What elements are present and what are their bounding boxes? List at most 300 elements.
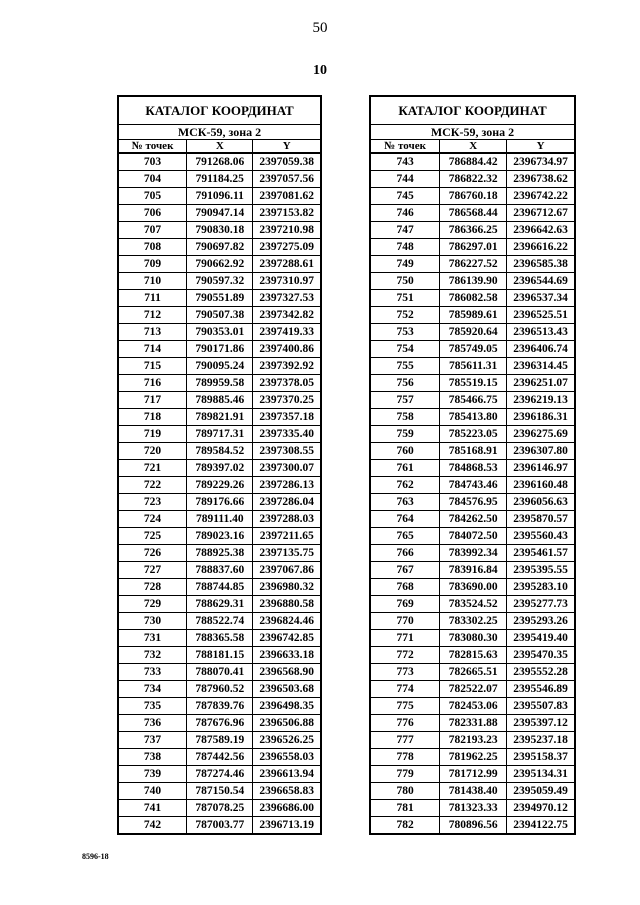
point-number-cell: 772	[370, 647, 440, 664]
point-number-cell: 756	[370, 375, 440, 392]
x-coordinate-cell: 787274.46	[187, 766, 253, 783]
y-coordinate-cell: 2397342.82	[253, 307, 321, 324]
point-number-cell: 710	[118, 273, 187, 290]
y-coordinate-cell: 2396613.94	[253, 766, 321, 783]
table-row	[118, 205, 321, 222]
table-row	[118, 392, 321, 409]
x-coordinate-cell: 790597.32	[187, 273, 253, 290]
table-row	[118, 647, 321, 664]
table-zone-label: МСК-59, зона 2	[370, 125, 575, 140]
y-coordinate-cell: 2395397.12	[507, 715, 575, 732]
coordinate-catalog-table-right	[369, 95, 576, 835]
point-number-cell: 768	[370, 579, 440, 596]
table-row	[118, 562, 321, 579]
x-coordinate-cell: 787676.96	[187, 715, 253, 732]
y-coordinate-cell: 2396219.13	[507, 392, 575, 409]
y-coordinate-cell: 2395237.18	[507, 732, 575, 749]
x-coordinate-cell: 789176.66	[187, 494, 253, 511]
point-number-cell: 777	[370, 732, 440, 749]
y-coordinate-cell: 2397211.65	[253, 528, 321, 545]
x-coordinate-cell: 787003.77	[187, 817, 253, 835]
y-coordinate-cell: 2397400.86	[253, 341, 321, 358]
point-number-cell: 781	[370, 800, 440, 817]
table-row	[118, 477, 321, 494]
table-row	[118, 545, 321, 562]
table-row	[370, 749, 575, 766]
point-number-cell: 774	[370, 681, 440, 698]
y-coordinate-cell: 2395158.37	[507, 749, 575, 766]
y-coordinate-cell: 2397327.53	[253, 290, 321, 307]
y-coordinate-cell: 2397081.62	[253, 188, 321, 205]
y-coordinate-cell: 2397286.04	[253, 494, 321, 511]
table-row	[118, 460, 321, 477]
y-coordinate-cell: 2396880.58	[253, 596, 321, 613]
table-row	[118, 188, 321, 205]
y-coordinate-cell: 2397288.61	[253, 256, 321, 273]
table-row	[370, 205, 575, 222]
y-coordinate-cell: 2395283.10	[507, 579, 575, 596]
table-row	[370, 375, 575, 392]
table-row	[370, 817, 575, 835]
y-coordinate-cell: 2397310.97	[253, 273, 321, 290]
point-number-cell: 713	[118, 324, 187, 341]
x-coordinate-cell: 782815.63	[440, 647, 507, 664]
x-coordinate-cell: 789885.46	[187, 392, 253, 409]
table-row	[370, 715, 575, 732]
x-coordinate-cell: 790830.18	[187, 222, 253, 239]
x-coordinate-cell: 790171.86	[187, 341, 253, 358]
y-coordinate-cell: 2395293.26	[507, 613, 575, 630]
y-coordinate-cell: 2397370.25	[253, 392, 321, 409]
point-number-cell: 734	[118, 681, 187, 698]
y-coordinate-cell: 2396824.46	[253, 613, 321, 630]
table-row	[118, 766, 321, 783]
x-coordinate-cell: 786568.44	[440, 205, 507, 222]
y-coordinate-cell: 2394970.12	[507, 800, 575, 817]
point-number-cell: 718	[118, 409, 187, 426]
table-row	[370, 766, 575, 783]
y-coordinate-cell: 2396738.62	[507, 171, 575, 188]
table-title: КАТАЛОГ КООРДИНАТ	[370, 96, 575, 125]
table-row	[370, 239, 575, 256]
y-coordinate-cell: 2397378.05	[253, 375, 321, 392]
point-number-cell: 722	[118, 477, 187, 494]
table-row	[370, 783, 575, 800]
table-row	[118, 443, 321, 460]
table-row	[370, 562, 575, 579]
table-row	[118, 596, 321, 613]
y-coordinate-cell: 2396526.25	[253, 732, 321, 749]
point-number-cell: 716	[118, 375, 187, 392]
y-coordinate-cell: 2396186.31	[507, 409, 575, 426]
table-row	[370, 324, 575, 341]
table-row	[118, 375, 321, 392]
table-row	[370, 511, 575, 528]
x-coordinate-cell: 786884.42	[440, 153, 507, 171]
table-row	[370, 443, 575, 460]
x-coordinate-cell: 781323.33	[440, 800, 507, 817]
x-coordinate-cell: 785749.05	[440, 341, 507, 358]
y-coordinate-cell: 2396742.22	[507, 188, 575, 205]
table-row	[370, 290, 575, 307]
point-number-cell: 762	[370, 477, 440, 494]
point-number-cell: 749	[370, 256, 440, 273]
x-coordinate-cell: 790662.92	[187, 256, 253, 273]
point-number-cell: 782	[370, 817, 440, 835]
y-coordinate-cell: 2395059.49	[507, 783, 575, 800]
point-number-cell: 704	[118, 171, 187, 188]
point-number-cell: 748	[370, 239, 440, 256]
x-coordinate-cell: 786139.90	[440, 273, 507, 290]
y-coordinate-cell: 2397300.07	[253, 460, 321, 477]
point-number-cell: 739	[118, 766, 187, 783]
x-coordinate-cell: 782522.07	[440, 681, 507, 698]
x-coordinate-cell: 787150.54	[187, 783, 253, 800]
point-number-cell: 767	[370, 562, 440, 579]
table-row	[370, 273, 575, 290]
x-coordinate-cell: 788837.60	[187, 562, 253, 579]
point-number-cell: 706	[118, 205, 187, 222]
y-coordinate-cell: 2396503.68	[253, 681, 321, 698]
y-coordinate-cell: 2396498.35	[253, 698, 321, 715]
point-number-cell: 766	[370, 545, 440, 562]
y-coordinate-cell: 2396307.80	[507, 443, 575, 460]
y-coordinate-cell: 2396506.88	[253, 715, 321, 732]
y-coordinate-cell: 2397288.03	[253, 511, 321, 528]
table-row	[370, 460, 575, 477]
table-row	[118, 426, 321, 443]
y-coordinate-cell: 2396686.00	[253, 800, 321, 817]
table-row	[370, 630, 575, 647]
point-number-cell: 730	[118, 613, 187, 630]
point-number-cell: 771	[370, 630, 440, 647]
y-coordinate-cell: 2396713.19	[253, 817, 321, 835]
x-coordinate-cell: 788365.58	[187, 630, 253, 647]
table-row	[370, 579, 575, 596]
y-coordinate-cell: 2397135.75	[253, 545, 321, 562]
table-row	[370, 392, 575, 409]
y-coordinate-cell: 2395552.28	[507, 664, 575, 681]
point-number-cell: 707	[118, 222, 187, 239]
y-coordinate-cell: 2396537.34	[507, 290, 575, 307]
y-coordinate-cell: 2396734.97	[507, 153, 575, 171]
table-row	[118, 528, 321, 545]
y-coordinate-cell: 2396544.69	[507, 273, 575, 290]
y-coordinate-cell: 2396251.07	[507, 375, 575, 392]
x-coordinate-cell: 784743.46	[440, 477, 507, 494]
point-number-cell: 731	[118, 630, 187, 647]
table-row	[118, 494, 321, 511]
point-number-cell: 745	[370, 188, 440, 205]
y-coordinate-cell: 2397419.33	[253, 324, 321, 341]
point-number-cell: 714	[118, 341, 187, 358]
point-number-cell: 778	[370, 749, 440, 766]
point-number-cell: 708	[118, 239, 187, 256]
page-number: 50	[312, 20, 328, 36]
y-coordinate-cell: 2395395.55	[507, 562, 575, 579]
y-coordinate-cell: 2397210.98	[253, 222, 321, 239]
point-number-cell: 724	[118, 511, 187, 528]
x-coordinate-cell: 788181.15	[187, 647, 253, 664]
point-number-cell: 776	[370, 715, 440, 732]
table-row	[118, 222, 321, 239]
point-number-cell: 732	[118, 647, 187, 664]
x-coordinate-cell: 783302.25	[440, 613, 507, 630]
table-row	[370, 545, 575, 562]
table-row	[370, 664, 575, 681]
table-row	[118, 511, 321, 528]
point-number-cell: 754	[370, 341, 440, 358]
x-coordinate-cell: 782665.51	[440, 664, 507, 681]
y-coordinate-cell: 2396616.22	[507, 239, 575, 256]
x-coordinate-cell: 786760.18	[440, 188, 507, 205]
x-coordinate-cell: 785466.75	[440, 392, 507, 409]
table-row	[118, 273, 321, 290]
table-row	[118, 698, 321, 715]
x-coordinate-cell: 788522.74	[187, 613, 253, 630]
y-coordinate-cell: 2395470.35	[507, 647, 575, 664]
y-coordinate-cell: 2395507.83	[507, 698, 575, 715]
y-coordinate-cell: 2397059.38	[253, 153, 321, 171]
y-coordinate-cell: 2396558.03	[253, 749, 321, 766]
table-row	[370, 732, 575, 749]
y-coordinate-cell: 2395134.31	[507, 766, 575, 783]
y-coordinate-cell: 2396633.18	[253, 647, 321, 664]
point-number-cell: 709	[118, 256, 187, 273]
point-number-cell: 770	[370, 613, 440, 630]
table-row	[370, 409, 575, 426]
y-coordinate-cell: 2397057.56	[253, 171, 321, 188]
y-coordinate-cell: 2396712.67	[507, 205, 575, 222]
y-coordinate-cell: 2395277.73	[507, 596, 575, 613]
point-number-cell: 733	[118, 664, 187, 681]
y-coordinate-cell: 2395461.57	[507, 545, 575, 562]
x-coordinate-cell: 786822.32	[440, 171, 507, 188]
point-number-cell: 763	[370, 494, 440, 511]
x-coordinate-cell: 791184.25	[187, 171, 253, 188]
y-coordinate-cell: 2396525.51	[507, 307, 575, 324]
point-number-cell: 752	[370, 307, 440, 324]
table-row	[370, 613, 575, 630]
x-coordinate-cell: 787589.19	[187, 732, 253, 749]
point-number-cell: 765	[370, 528, 440, 545]
point-number-cell: 729	[118, 596, 187, 613]
point-number-cell: 712	[118, 307, 187, 324]
y-coordinate-cell: 2396314.45	[507, 358, 575, 375]
y-coordinate-cell: 2396980.32	[253, 579, 321, 596]
x-coordinate-cell: 784576.95	[440, 494, 507, 511]
x-coordinate-cell: 785611.31	[440, 358, 507, 375]
point-number-cell: 751	[370, 290, 440, 307]
point-number-cell: 738	[118, 749, 187, 766]
y-coordinate-cell: 2395546.89	[507, 681, 575, 698]
y-coordinate-cell: 2397308.55	[253, 443, 321, 460]
x-coordinate-cell: 789229.26	[187, 477, 253, 494]
y-coordinate-cell: 2395560.43	[507, 528, 575, 545]
y-coordinate-cell: 2395419.40	[507, 630, 575, 647]
y-coordinate-cell: 2397153.82	[253, 205, 321, 222]
point-number-cell: 742	[118, 817, 187, 835]
y-coordinate-cell: 2396585.38	[507, 256, 575, 273]
y-coordinate-cell: 2396642.63	[507, 222, 575, 239]
y-coordinate-cell: 2396742.85	[253, 630, 321, 647]
point-number-cell: 750	[370, 273, 440, 290]
table-row	[370, 647, 575, 664]
x-coordinate-cell: 784868.53	[440, 460, 507, 477]
point-number-cell: 721	[118, 460, 187, 477]
y-coordinate-cell: 2397286.13	[253, 477, 321, 494]
y-coordinate-cell: 2396513.43	[507, 324, 575, 341]
x-coordinate-cell: 781962.25	[440, 749, 507, 766]
point-number-cell: 758	[370, 409, 440, 426]
column-header-point-number: № точек	[118, 140, 187, 154]
x-coordinate-cell: 785168.91	[440, 443, 507, 460]
table-row	[118, 783, 321, 800]
table-zone-label: МСК-59, зона 2	[118, 125, 321, 140]
x-coordinate-cell: 790947.14	[187, 205, 253, 222]
point-number-cell: 705	[118, 188, 187, 205]
point-number-cell: 744	[370, 171, 440, 188]
y-coordinate-cell: 2396658.83	[253, 783, 321, 800]
x-coordinate-cell: 787839.76	[187, 698, 253, 715]
x-coordinate-cell: 783916.84	[440, 562, 507, 579]
table-row	[118, 681, 321, 698]
point-number-cell: 757	[370, 392, 440, 409]
table-row	[370, 426, 575, 443]
x-coordinate-cell: 786297.01	[440, 239, 507, 256]
point-number-cell: 728	[118, 579, 187, 596]
point-number-cell: 720	[118, 443, 187, 460]
y-coordinate-cell: 2396056.63	[507, 494, 575, 511]
table-row	[370, 681, 575, 698]
point-number-cell: 723	[118, 494, 187, 511]
point-number-cell: 711	[118, 290, 187, 307]
table-row	[118, 630, 321, 647]
x-coordinate-cell: 789023.16	[187, 528, 253, 545]
table-row	[370, 171, 575, 188]
point-number-cell: 743	[370, 153, 440, 171]
point-number-cell: 727	[118, 562, 187, 579]
point-number-cell: 780	[370, 783, 440, 800]
point-number-cell: 735	[118, 698, 187, 715]
x-coordinate-cell: 789959.58	[187, 375, 253, 392]
point-number-cell: 747	[370, 222, 440, 239]
x-coordinate-cell: 789717.31	[187, 426, 253, 443]
x-coordinate-cell: 790507.38	[187, 307, 253, 324]
point-number-cell: 736	[118, 715, 187, 732]
column-header-x: X	[440, 140, 507, 154]
x-coordinate-cell: 789111.40	[187, 511, 253, 528]
section-number: 10	[313, 63, 327, 78]
table-row	[118, 409, 321, 426]
point-number-cell: 703	[118, 153, 187, 171]
table-row	[118, 664, 321, 681]
table-row	[118, 749, 321, 766]
point-number-cell: 715	[118, 358, 187, 375]
table-row	[370, 307, 575, 324]
point-number-cell: 725	[118, 528, 187, 545]
x-coordinate-cell: 790697.82	[187, 239, 253, 256]
table-row	[370, 222, 575, 239]
point-number-cell: 740	[118, 783, 187, 800]
table-row	[118, 153, 321, 171]
x-coordinate-cell: 787960.52	[187, 681, 253, 698]
point-number-cell: 753	[370, 324, 440, 341]
table-row	[370, 494, 575, 511]
x-coordinate-cell: 788744.85	[187, 579, 253, 596]
table-row	[370, 528, 575, 545]
table-row	[370, 596, 575, 613]
y-coordinate-cell: 2397357.18	[253, 409, 321, 426]
x-coordinate-cell: 785920.64	[440, 324, 507, 341]
x-coordinate-cell: 781438.40	[440, 783, 507, 800]
y-coordinate-cell: 2397275.09	[253, 239, 321, 256]
point-number-cell: 755	[370, 358, 440, 375]
x-coordinate-cell: 785413.80	[440, 409, 507, 426]
table-row	[370, 341, 575, 358]
y-coordinate-cell: 2396568.90	[253, 664, 321, 681]
point-number-cell: 760	[370, 443, 440, 460]
y-coordinate-cell: 2397067.86	[253, 562, 321, 579]
y-coordinate-cell: 2397335.40	[253, 426, 321, 443]
table-row	[370, 153, 575, 171]
point-number-cell: 773	[370, 664, 440, 681]
x-coordinate-cell: 790095.24	[187, 358, 253, 375]
x-coordinate-cell: 784262.50	[440, 511, 507, 528]
y-coordinate-cell: 2395870.57	[507, 511, 575, 528]
table-row	[118, 800, 321, 817]
x-coordinate-cell: 789821.91	[187, 409, 253, 426]
x-coordinate-cell: 785519.15	[440, 375, 507, 392]
x-coordinate-cell: 783524.52	[440, 596, 507, 613]
table-row	[118, 613, 321, 630]
x-coordinate-cell: 788925.38	[187, 545, 253, 562]
table-row	[118, 307, 321, 324]
point-number-cell: 717	[118, 392, 187, 409]
table-row	[370, 256, 575, 273]
table-row	[370, 188, 575, 205]
x-coordinate-cell: 784072.50	[440, 528, 507, 545]
table-row	[370, 477, 575, 494]
x-coordinate-cell: 789397.02	[187, 460, 253, 477]
y-coordinate-cell: 2396160.48	[507, 477, 575, 494]
point-number-cell: 741	[118, 800, 187, 817]
point-number-cell: 737	[118, 732, 187, 749]
table-title: КАТАЛОГ КООРДИНАТ	[118, 96, 321, 125]
point-number-cell: 769	[370, 596, 440, 613]
x-coordinate-cell: 783690.00	[440, 579, 507, 596]
x-coordinate-cell: 781712.99	[440, 766, 507, 783]
x-coordinate-cell: 785223.05	[440, 426, 507, 443]
point-number-cell: 746	[370, 205, 440, 222]
x-coordinate-cell: 786366.25	[440, 222, 507, 239]
table-row	[118, 579, 321, 596]
x-coordinate-cell: 787442.56	[187, 749, 253, 766]
x-coordinate-cell: 782193.23	[440, 732, 507, 749]
table-row	[118, 290, 321, 307]
column-header-y: Y	[253, 140, 321, 154]
coordinate-catalog-table-left	[117, 95, 322, 835]
y-coordinate-cell: 2396275.69	[507, 426, 575, 443]
x-coordinate-cell: 785989.61	[440, 307, 507, 324]
table-row	[118, 715, 321, 732]
point-number-cell: 719	[118, 426, 187, 443]
table-row	[370, 358, 575, 375]
column-header-point-number: № точек	[370, 140, 440, 154]
table-row	[370, 800, 575, 817]
x-coordinate-cell: 791268.06	[187, 153, 253, 171]
x-coordinate-cell: 783080.30	[440, 630, 507, 647]
